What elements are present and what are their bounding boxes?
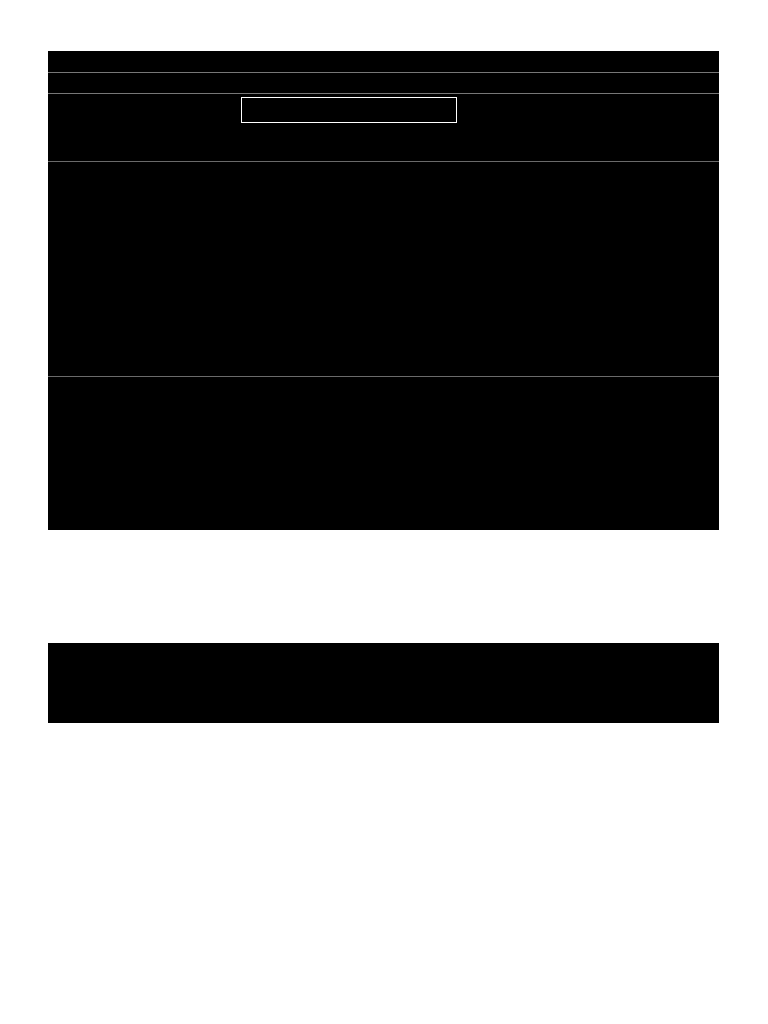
welcome-box [241, 97, 457, 123]
page-title [48, 72, 719, 94]
divider [48, 161, 719, 162]
divider [48, 376, 719, 377]
guide-sheet-continued [48, 643, 719, 723]
guide-sheet [48, 51, 719, 530]
sheet-top-bar [48, 51, 719, 69]
